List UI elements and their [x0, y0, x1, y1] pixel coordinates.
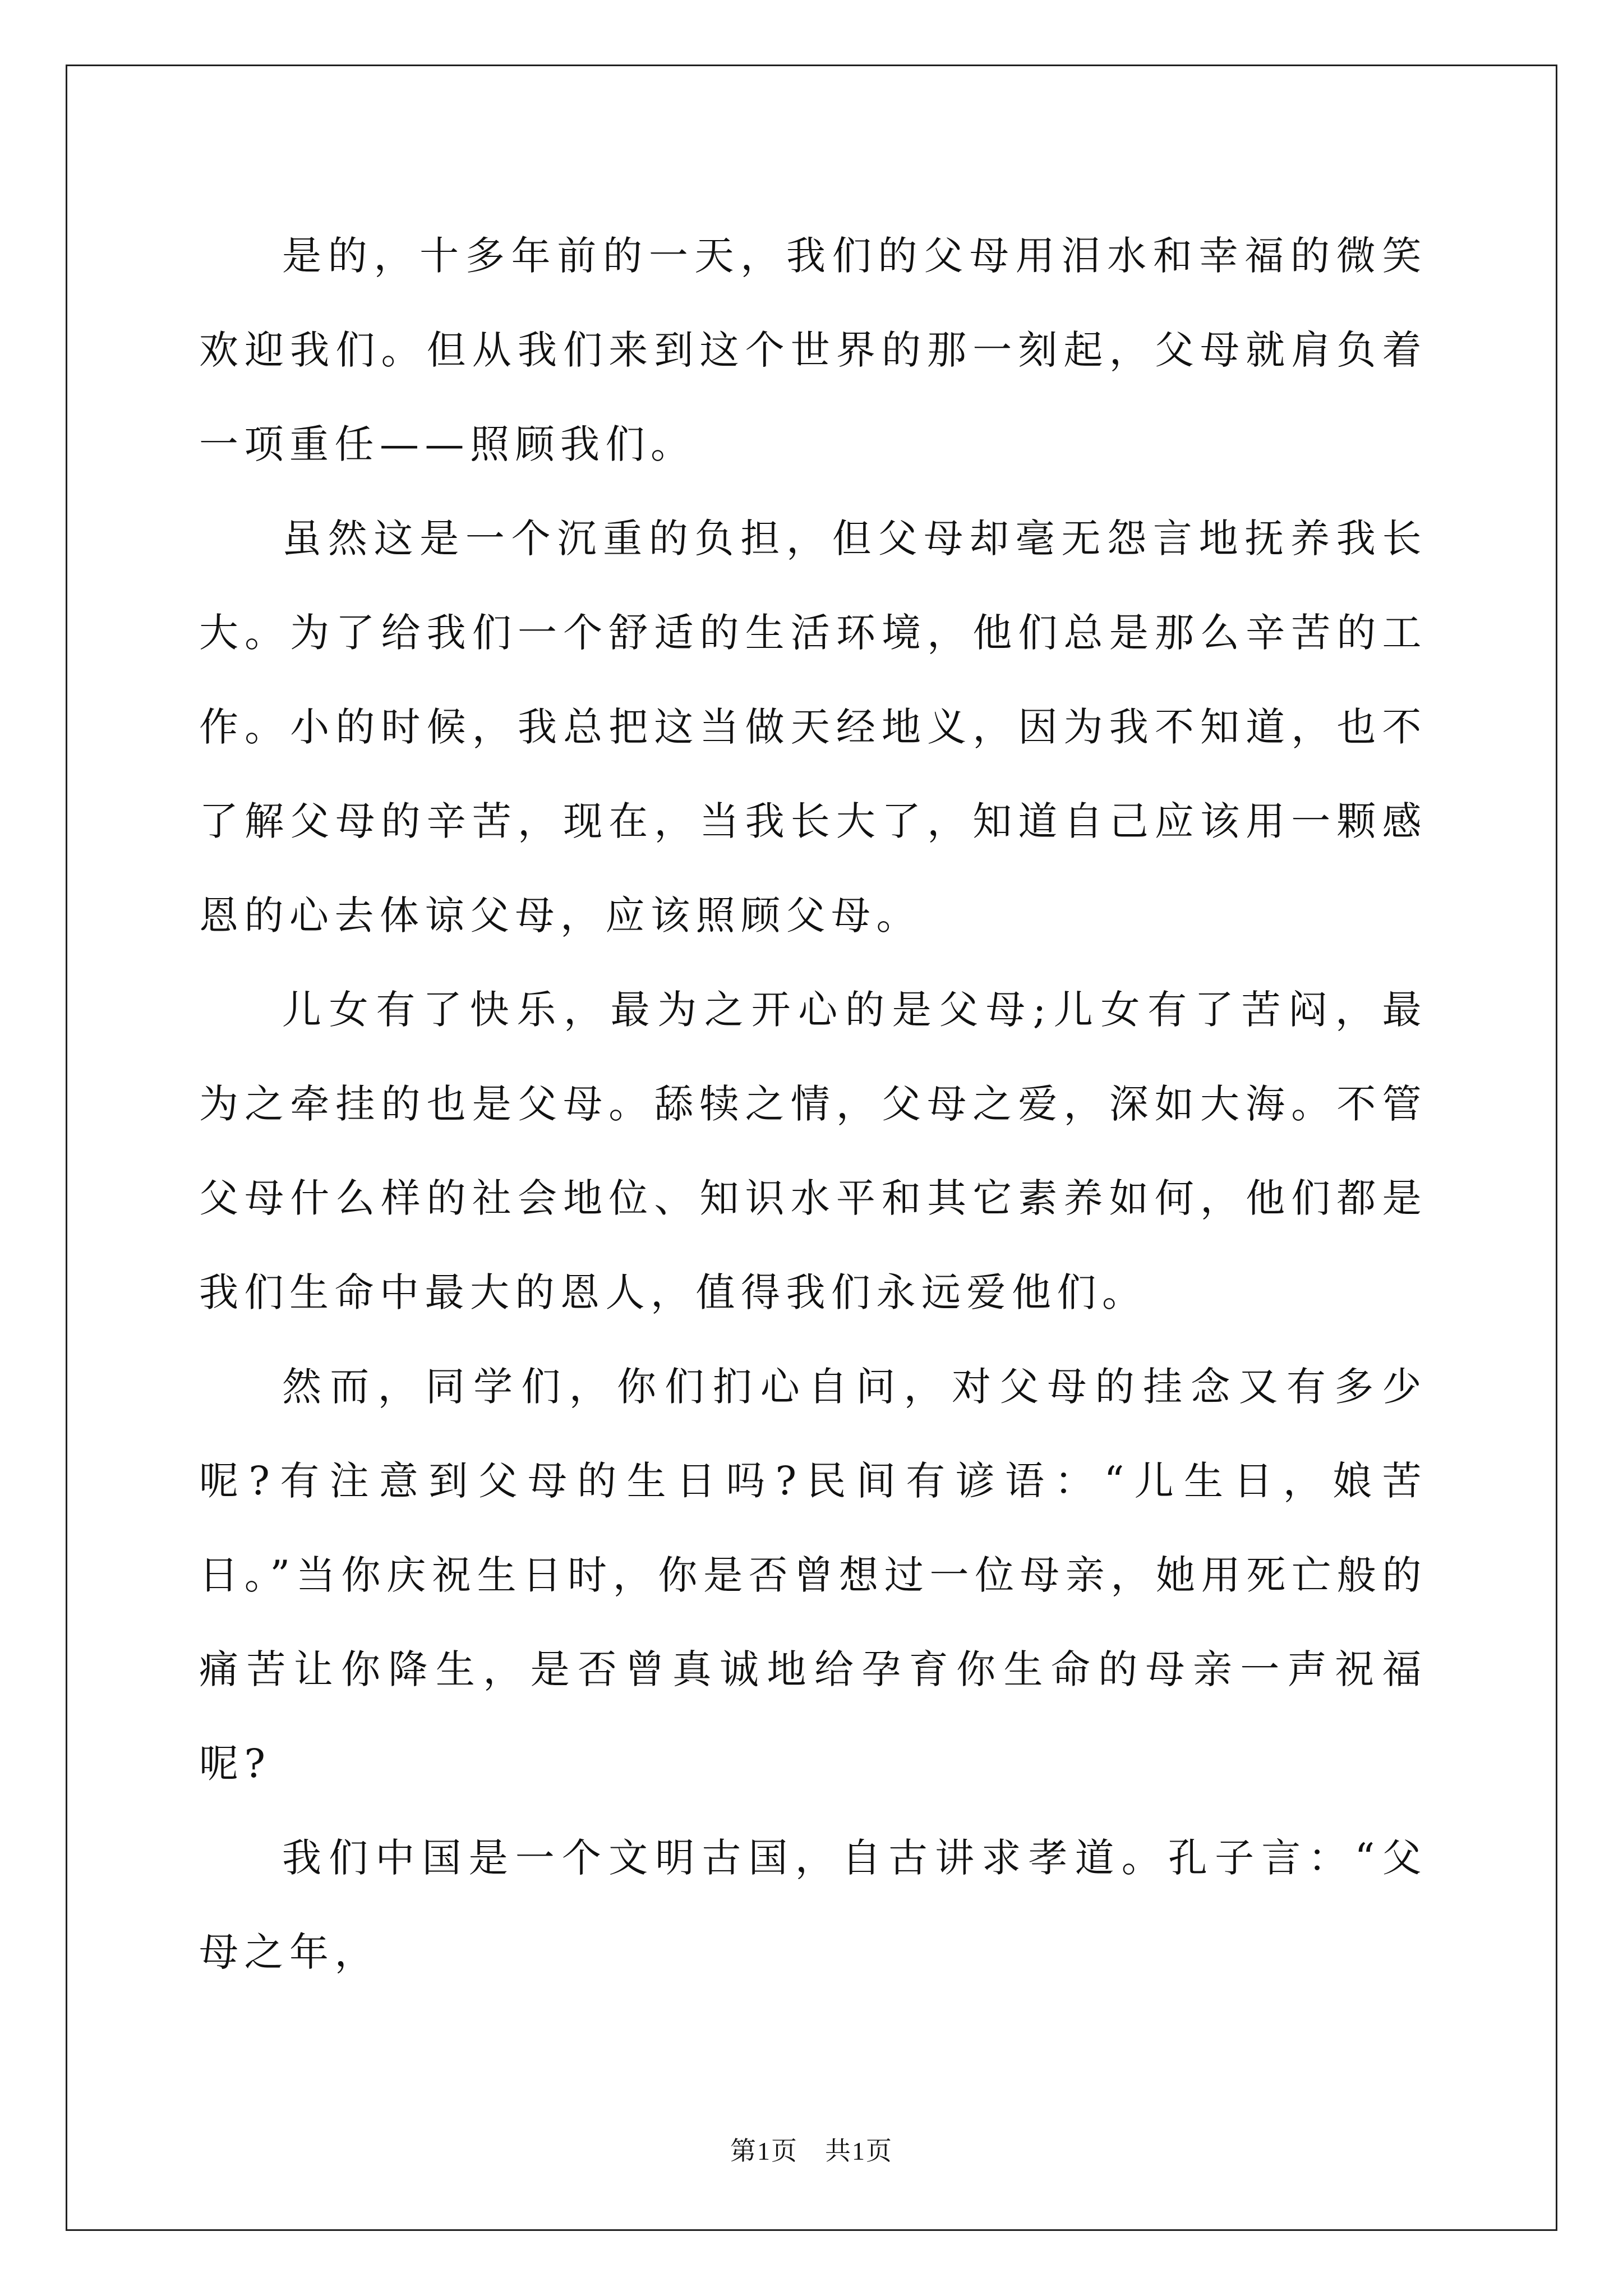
- paragraph-5: 我们中国是一个文明古国，自古讲求孝道。孔子言：“父母之年，: [199, 1835, 1427, 1975]
- paragraph-2: 虽然这是一个沉重的负担，但父母却毫无怨言地抚养我长大。为了给我们一个舒适的生活环境，他们总是那么辛苦的工作。小的时候，我总把这当做天经地义，因为我不知道，也不了解父母的辛苦，现在，当我长大了，知道自己应该用一颗感恩的心去体谅父母，应该照顾父母。: [199, 516, 1427, 938]
- document-body: [199, 209, 1427, 1999]
- page-footer: 第1页 共1页: [730, 2137, 893, 2165]
- paragraph-4: 然而，同学们，你们扪心自问，对父母的挂念又有多少呢?有注意到父母的生日吗?民间有谚语：“儿生日，娘苦日。”当你庆祝生日时，你是否曾想过一位母亲，她用死亡般的痛苦让你降生，是否曾真诚地给孕育你生命的母亲一声祝福呢?: [199, 1364, 1427, 1787]
- paragraph-1: 是的，十多年前的一天，我们的父母用泪水和幸福的微笑欢迎我们。但从我们来到这个世界的那一刻起，父母就肩负着一项重任——照顾我们。: [199, 233, 1427, 467]
- paragraph-3: 儿女有了快乐，最为之开心的是父母;儿女有了苦闷，最为之牵挂的也是父母。舔犊之情，父母之爱，深如大海。不管父母什么样的社会地位、知识水平和其它素养如何，他们都是我们生命中最大的恩人，值得我们永远爱他们。: [199, 987, 1427, 1315]
